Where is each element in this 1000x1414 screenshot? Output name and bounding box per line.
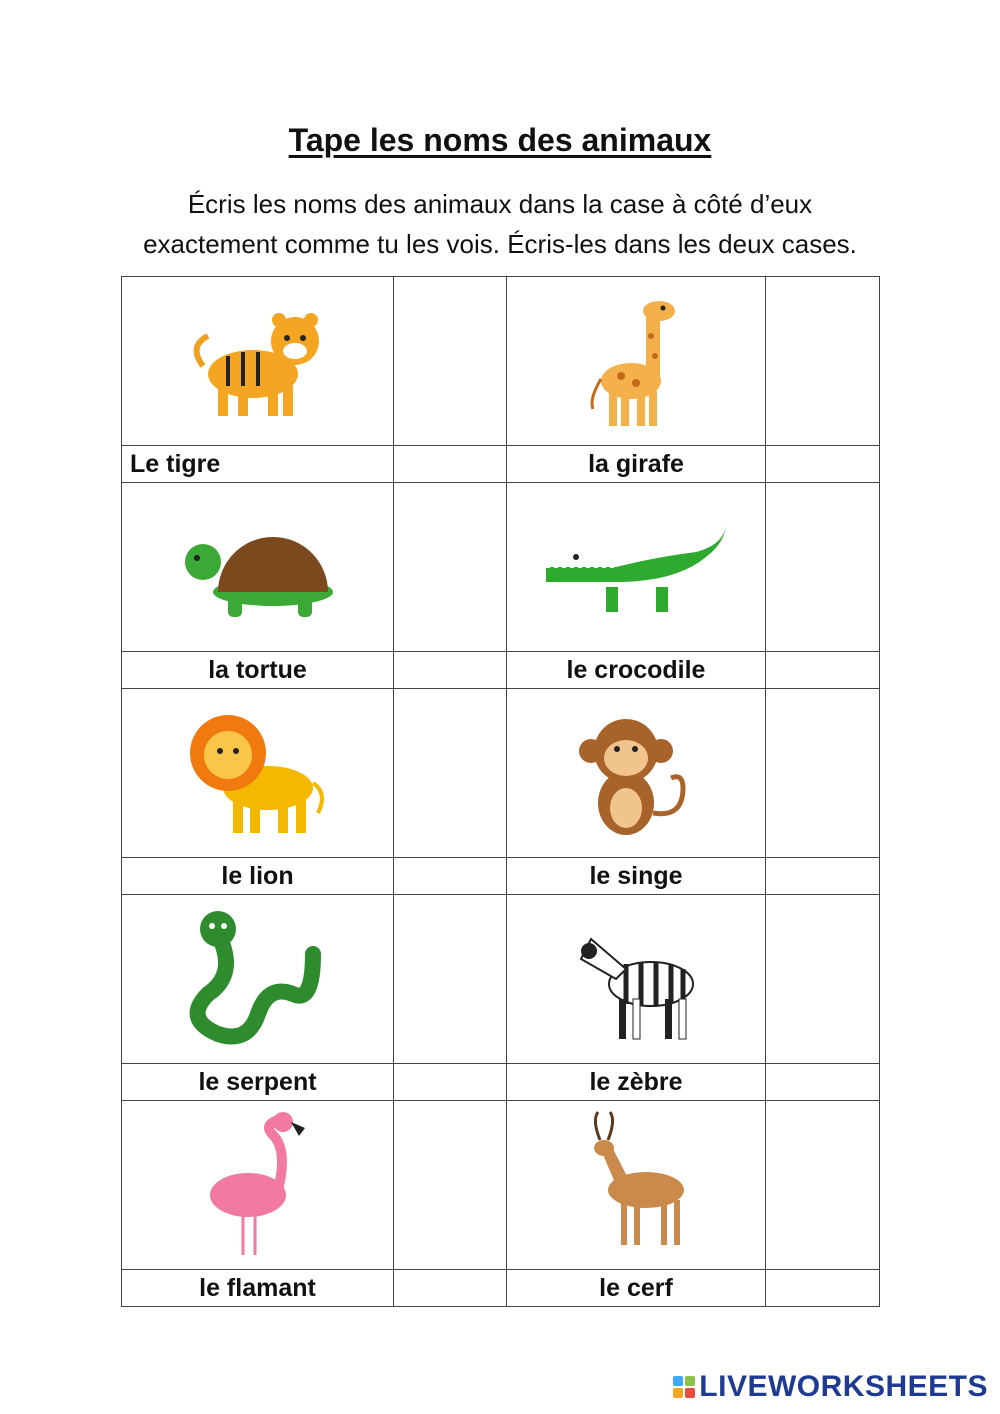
- animal-label: le lion: [122, 858, 394, 895]
- zebra-image-cell: [507, 895, 766, 1064]
- instruction-line-2: exactement comme tu les vois. Écris-les dans les deux cases.: [143, 229, 857, 259]
- animal-label: Le tigre: [122, 446, 394, 483]
- lion-image-cell: [122, 689, 394, 858]
- answer-box[interactable]: [766, 277, 880, 446]
- turtle-icon: [163, 502, 353, 632]
- crocodile-icon: [536, 507, 736, 627]
- instruction-line-1: Écris les noms des animaux dans la case à côté d’eux: [187, 189, 813, 219]
- answer-box[interactable]: [766, 895, 880, 1064]
- answer-box[interactable]: [766, 652, 880, 689]
- answer-box[interactable]: [766, 1064, 880, 1101]
- snake-icon: [178, 904, 338, 1054]
- answer-box[interactable]: [766, 446, 880, 483]
- answer-box[interactable]: [394, 1064, 507, 1101]
- turtle-image-cell: [122, 483, 394, 652]
- logo-text: LIVEWORKSHEETS: [699, 1370, 988, 1403]
- answer-box[interactable]: [766, 483, 880, 652]
- answer-box[interactable]: [394, 1270, 507, 1307]
- animal-label: la girafe: [507, 446, 766, 483]
- giraffe-icon: [571, 291, 701, 431]
- answer-box[interactable]: [394, 1101, 507, 1270]
- monkey-icon: [561, 703, 711, 843]
- animal-label: le zèbre: [507, 1064, 766, 1101]
- tiger-image-cell: [122, 277, 394, 446]
- instructions: [100, 184, 900, 264]
- monkey-image-cell: [507, 689, 766, 858]
- tiger-icon: [183, 296, 333, 426]
- answer-box[interactable]: [394, 277, 507, 446]
- deer-image-cell: [507, 1101, 766, 1270]
- animal-label: le singe: [507, 858, 766, 895]
- answer-box[interactable]: [394, 446, 507, 483]
- animal-table: [121, 276, 880, 1307]
- answer-box[interactable]: [394, 689, 507, 858]
- answer-box[interactable]: [766, 689, 880, 858]
- answer-box[interactable]: [394, 858, 507, 895]
- snake-image-cell: [122, 895, 394, 1064]
- answer-box[interactable]: [394, 895, 507, 1064]
- flamingo-image-cell: [122, 1101, 394, 1270]
- answer-box[interactable]: [766, 1270, 880, 1307]
- lion-icon: [178, 703, 338, 843]
- answer-box[interactable]: [394, 483, 507, 652]
- animal-label: la tortue: [122, 652, 394, 689]
- giraffe-image-cell: [507, 277, 766, 446]
- animal-label: le cerf: [507, 1270, 766, 1307]
- liveworksheets-logo: [673, 1370, 988, 1404]
- animal-label: le serpent: [122, 1064, 394, 1101]
- zebra-icon: [561, 909, 711, 1049]
- worksheet-title: Tape les noms des animaux: [288, 122, 712, 158]
- animal-label: le crocodile: [507, 652, 766, 689]
- answer-box[interactable]: [766, 1101, 880, 1270]
- animal-label: le flamant: [122, 1270, 394, 1307]
- flamingo-icon: [193, 1110, 323, 1260]
- crocodile-image-cell: [507, 483, 766, 652]
- logo-mark-icon: [673, 1376, 695, 1398]
- deer-icon: [566, 1110, 706, 1260]
- answer-box[interactable]: [766, 858, 880, 895]
- answer-box[interactable]: [394, 652, 507, 689]
